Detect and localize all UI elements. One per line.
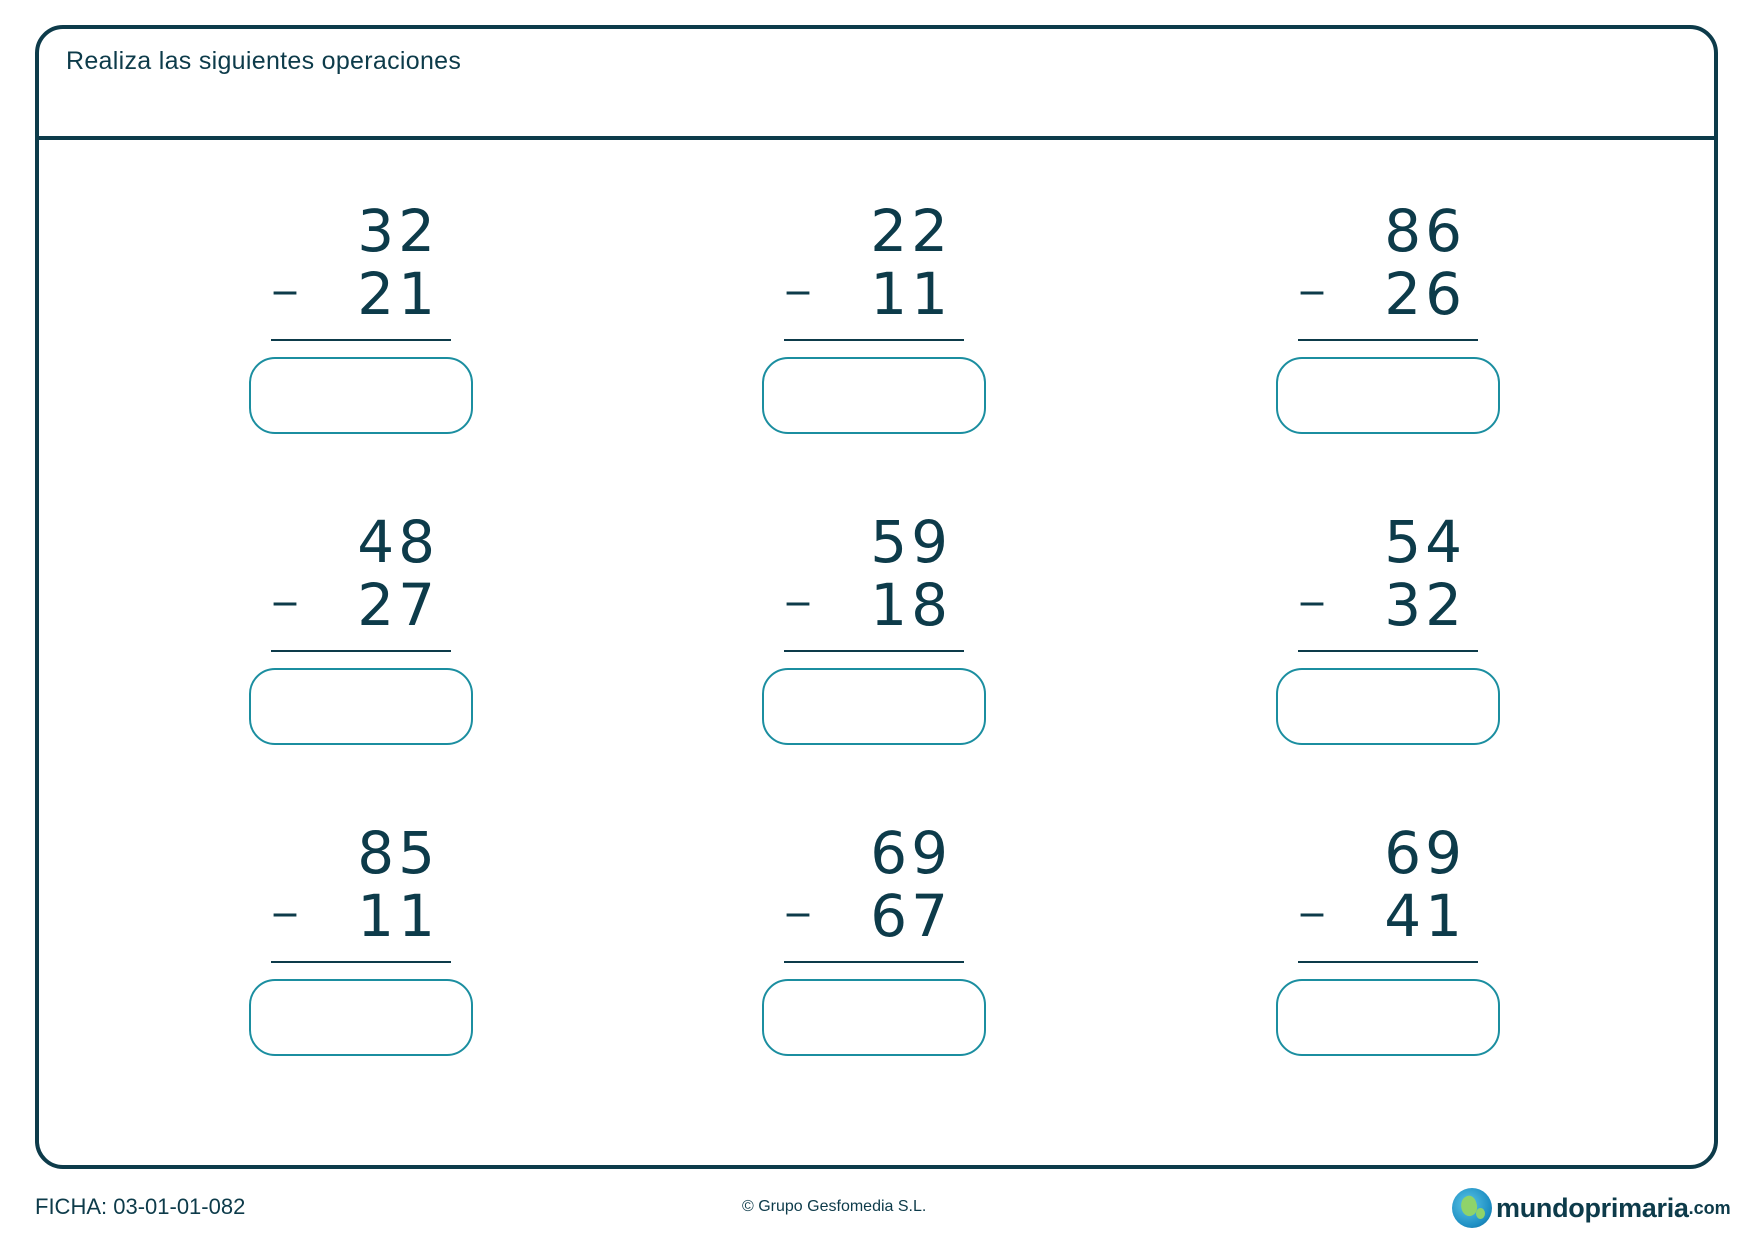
subtrahend: 32 [1384,571,1466,639]
site-logo[interactable] [1452,1188,1731,1228]
answer-box[interactable] [249,357,473,434]
minuend: 59 [870,508,952,576]
worksheet-frame [35,25,1718,1169]
subtrahend: 41 [1384,882,1466,950]
answer-box[interactable] [1276,357,1500,434]
minus-sign: _ [787,244,809,295]
result-line [784,961,964,963]
subtrahend: 27 [357,571,439,639]
globe-icon [1452,1188,1492,1228]
copyright-text: © Grupo Gesfomedia S.L. [742,1198,927,1215]
result-line [784,339,964,341]
minus-sign: _ [274,244,296,295]
minus-sign: _ [787,555,809,606]
minus-sign: _ [787,866,809,917]
subtrahend: 21 [357,260,439,328]
subtraction-exercise [762,197,1002,464]
answer-box[interactable] [249,668,473,745]
minuend: 54 [1384,508,1466,576]
logo-suffix: .com [1688,1197,1731,1218]
minuend: 32 [357,197,439,265]
result-line [1298,339,1478,341]
answer-box[interactable] [1276,979,1500,1056]
answer-box[interactable] [762,357,986,434]
answer-box[interactable] [249,979,473,1056]
minuend: 69 [870,819,952,887]
subtrahend: 18 [870,571,952,639]
minus-sign: _ [274,866,296,917]
answer-box[interactable] [762,668,986,745]
subtraction-exercise [249,197,489,464]
operations-grid [39,140,1714,1165]
subtraction-exercise [249,508,489,775]
subtraction-exercise [1276,508,1516,775]
subtrahend: 26 [1384,260,1466,328]
subtraction-exercise [1276,197,1516,464]
subtraction-exercise [1276,819,1516,1086]
minuend: 69 [1384,819,1466,887]
subtraction-exercise [762,819,1002,1086]
result-line [784,650,964,652]
minus-sign: _ [1301,244,1323,295]
result-line [271,339,451,341]
minus-sign: _ [1301,555,1323,606]
minuend: 22 [870,197,952,265]
subtraction-exercise [762,508,1002,775]
minus-sign: _ [274,555,296,606]
worksheet-header [39,29,1714,140]
answer-box[interactable] [762,979,986,1056]
result-line [1298,650,1478,652]
subtrahend: 11 [870,260,952,328]
subtrahend: 11 [357,882,439,950]
sheet-code: FICHA: 03-01-01-082 [35,1194,246,1219]
result-line [1298,961,1478,963]
minuend: 85 [357,819,439,887]
answer-box[interactable] [1276,668,1500,745]
instruction-text: Realiza las siguientes operaciones [66,47,462,75]
minuend: 48 [357,508,439,576]
result-line [271,961,451,963]
minus-sign: _ [1301,866,1323,917]
logo-name: mundoprimaria [1496,1192,1689,1223]
minuend: 86 [1384,197,1466,265]
result-line [271,650,451,652]
subtraction-exercise [249,819,489,1086]
subtrahend: 67 [870,882,952,950]
